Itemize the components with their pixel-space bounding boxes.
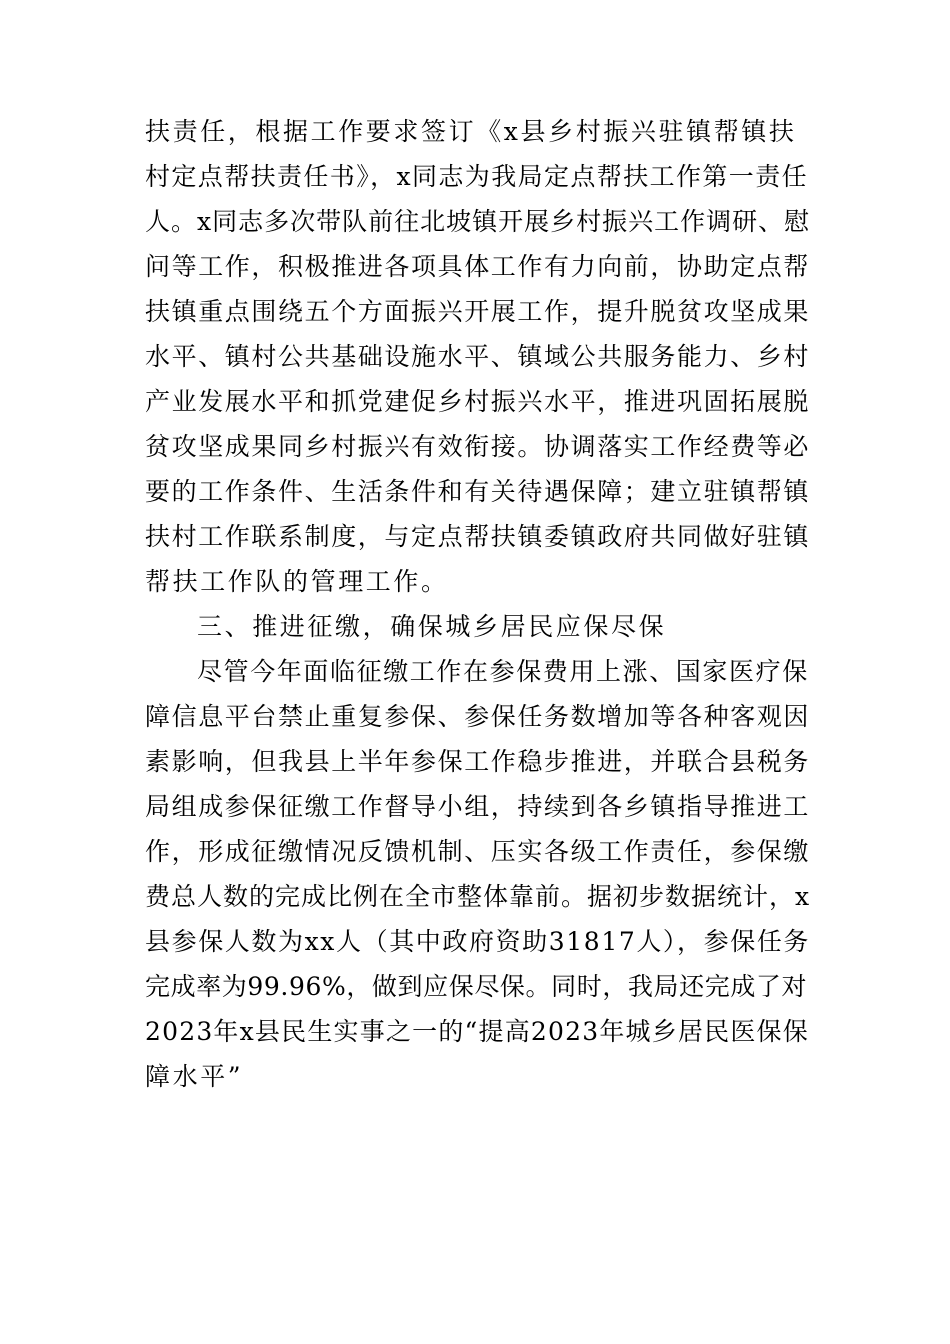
paragraph-line: 2023年x县民生实事之一的“提高2023年城乡居民医保保 [145,1017,809,1046]
paragraph-line: 产业发展水平和抓党建促乡村振兴水平，推进巩固拓展脱 [145,387,811,416]
paragraph-line: 作，形成征缴情况反馈机制、压实各级工作责任，参保缴 [145,837,811,866]
paragraph-line: 水平、镇村公共基础设施水平、镇域公共服务能力、乡村 [145,342,811,371]
paragraph-line: 扶村工作联系制度，与定点帮扶镇委镇政府共同做好驻镇 [145,522,811,551]
paragraph-line: 素影响，但我县上半年参保工作稳步推进，并联合县税务 [145,747,811,776]
paragraph-line: 贫攻坚成果同乡村振兴有效衔接。协调落实工作经费等必 [145,432,811,461]
paragraph-line: 扶责任，根据工作要求签订《x县乡村振兴驻镇帮镇扶 [145,117,797,146]
paragraph-line: 局组成参保征缴工作督导小组，持续到各乡镇指导推进工 [145,792,811,821]
paragraph-line: 费总人数的完成比例在全市整体靠前。据初步数据统计，x [145,882,811,911]
paragraph-line: 人。x同志多次带队前往北坡镇开展乡村振兴工作调研、慰 [145,207,811,236]
paragraph-line: 要的工作条件、生活条件和有关待遇保障；建立驻镇帮镇 [145,477,811,506]
section-heading: 三、推进征缴，确保城乡居民应保尽保 [197,612,667,641]
paragraph-line: 帮扶工作队的管理工作。 [145,567,449,596]
paragraph-line: 问等工作，积极推进各项具体工作有力向前，协助定点帮 [145,252,811,281]
paragraph-line: 障信息平台禁止重复参保、参保任务数增加等各种客观因 [145,702,811,731]
paragraph-line: 村定点帮扶责任书》，x同志为我局定点帮扶工作第一责任 [145,162,809,191]
paragraph-line: 完成率为99.96%，做到应保尽保。同时，我局还完成了对 [145,972,808,1001]
paragraph-line: 障水平” [145,1062,244,1091]
paragraph-line: 县参保人数为xx人（其中政府资助31817人），参保任务 [145,927,811,956]
paragraph-line: 扶镇重点围绕五个方面振兴开展工作，提升脱贫攻坚成果 [145,297,811,326]
paragraph-line: 尽管今年面临征缴工作在参保费用上涨、国家医疗保 [197,657,809,686]
